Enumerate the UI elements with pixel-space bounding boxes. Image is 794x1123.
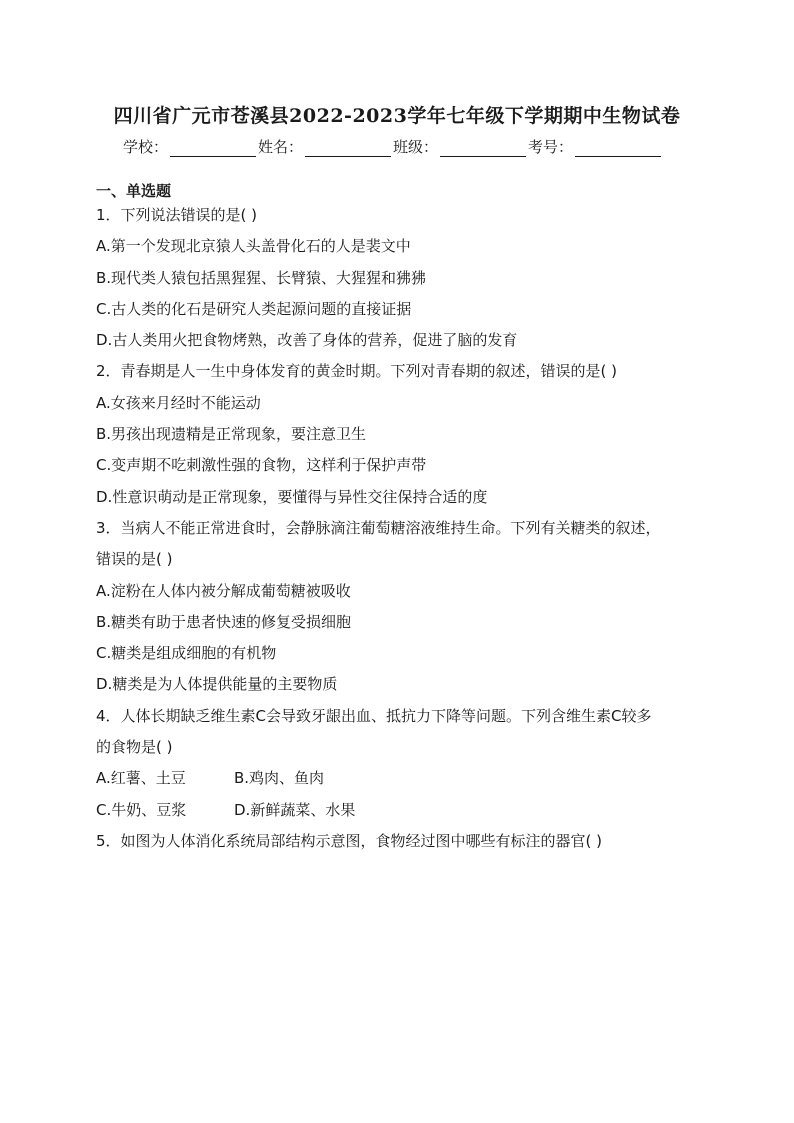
option: C.古人类的化石是研究人类起源问题的直接证据 xyxy=(96,299,412,318)
option: C.变声期不吃刺激性强的食物，这样利于保护声带 xyxy=(96,456,427,475)
class-label: 班级： xyxy=(393,138,439,156)
option-row xyxy=(96,799,706,830)
question-stem: 2．青春期是人一生中身体发育的黄金时期。下列对青春期的叙述，错误的是( ) xyxy=(96,362,618,381)
option: A.第一个发现北京猿人头盖骨化石的人是裴文中 xyxy=(96,237,411,256)
option: D.性意识萌动是正常现象，要懂得与异性交往保持合适的度 xyxy=(96,487,488,506)
option: A.红薯、土豆 xyxy=(96,769,186,788)
number-blank[interactable] xyxy=(575,142,661,157)
question-stem: 4．人体长期缺乏维生素C会导致牙龈出血、抵抗力下降等问题。下列含维生素C较多 xyxy=(96,706,652,725)
question-stem-continued: 的食物是( ) xyxy=(96,738,173,757)
section-heading: 一、单选题 xyxy=(96,182,172,200)
name-label: 姓名： xyxy=(258,138,304,156)
option: D.糖类是为人体提供能量的主要物质 xyxy=(96,675,338,694)
option: B.现代类人猿包括黑猩猩、长臂猿、大猩猩和狒狒 xyxy=(96,268,427,287)
option: D.古人类用火把食物烤熟，改善了身体的营养，促进了脑的发育 xyxy=(96,331,518,350)
question-stem-continued: 错误的是( ) xyxy=(96,550,173,569)
question-stem: 1．下列说法错误的是( ) xyxy=(96,206,258,224)
question-stem: 5．如图为人体消化系统局部结构示意图，食物经过图中哪些有标注的器官( ) xyxy=(96,831,603,850)
name-blank[interactable] xyxy=(305,142,391,157)
option: B.男孩出现遗精是正常现象，要注意卫生 xyxy=(96,425,367,444)
class-blank[interactable] xyxy=(440,142,526,157)
option: D.新鲜蔬菜、水果 xyxy=(234,800,356,819)
number-label: 考号： xyxy=(528,138,574,156)
school-label: 学校： xyxy=(123,138,169,156)
school-blank[interactable] xyxy=(170,142,256,157)
question-list xyxy=(96,204,706,861)
page-title: 四川省广元市苍溪县2022-2023学年七年级下学期期中生物试卷 xyxy=(113,105,681,127)
option: C.牛奶、豆浆 xyxy=(96,800,187,819)
option: B.糖类有助于患者快速的修复受损细胞 xyxy=(96,612,352,631)
option: A.淀粉在人体内被分解成葡萄糖被吸收 xyxy=(96,581,351,600)
option: B.鸡肉、鱼肉 xyxy=(234,769,325,788)
option: C.糖类是组成细胞的有机物 xyxy=(96,644,277,663)
option-row xyxy=(96,767,706,798)
question-stem: 3．当病人不能正常进食时，会静脉滴注葡萄糖溶液维持生命。下列有关糖类的叙述， xyxy=(96,518,661,537)
student-info-row xyxy=(123,136,663,157)
option: A.女孩来月经时不能运动 xyxy=(96,393,261,412)
